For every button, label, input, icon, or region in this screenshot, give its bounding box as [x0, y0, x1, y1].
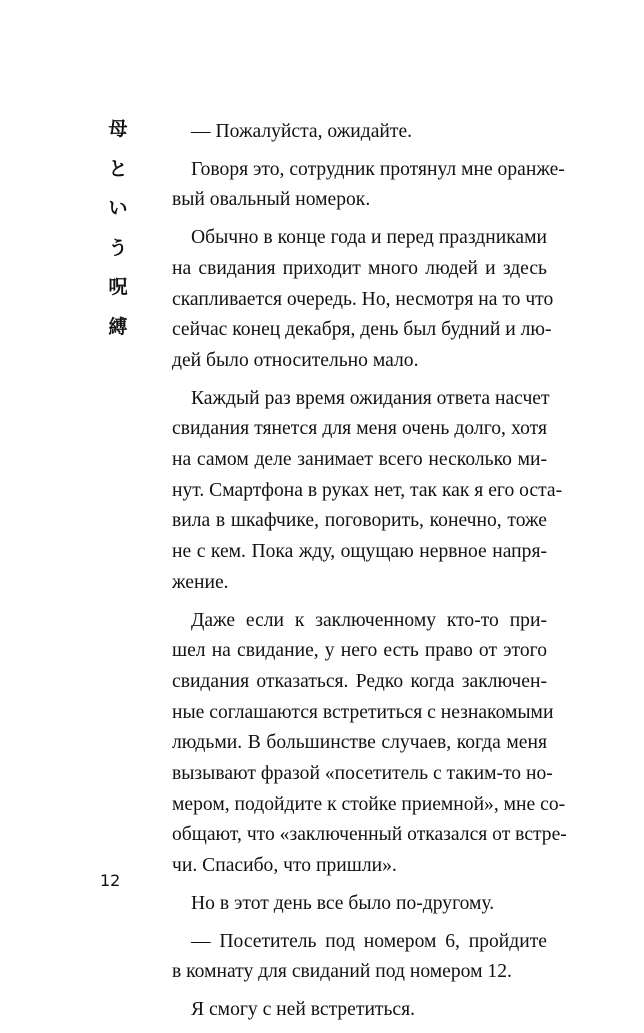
- text-line: — Пожалуйста, ожидайте.: [191, 121, 413, 142]
- paragraph: [172, 384, 563, 599]
- running-head-char: 縛: [108, 315, 128, 338]
- text-line: ные соглашаются встретиться с незнакомыми: [172, 701, 554, 723]
- text-line: дей было относительно мало.: [172, 349, 419, 371]
- text-line: мером, подойдите к стойке приемной», мне со-: [172, 793, 566, 815]
- text-line: — Посетитель под номером 6, пройдите: [191, 930, 547, 952]
- text-line: на свидания приходит много людей и здесь: [172, 257, 547, 279]
- text-line: на самом деле занимает всего несколько ми-: [172, 449, 547, 471]
- text-line: не с кем. Пока жду, ощущаю нервное напря-: [172, 541, 547, 563]
- text-line: вый овальный номерок.: [172, 189, 371, 211]
- text-line: Говоря это, сотрудник протянул мне оранже-: [191, 158, 565, 180]
- text-line: вила в шкафчике, поговорить, конечно, тоже: [172, 510, 547, 532]
- running-head-char: う: [108, 236, 128, 259]
- text-line: жение.: [172, 571, 229, 593]
- text-line: нут. Смартфона в руках нет, так как я его оста-: [172, 479, 563, 501]
- text-line: Обычно в конце года и перед праздниками: [191, 227, 547, 249]
- text-line: чи. Спасибо, что пришли».: [172, 855, 397, 877]
- running-head-vertical-title: [100, 120, 136, 357]
- paragraph: [172, 927, 547, 988]
- paragraph: [172, 117, 547, 148]
- text-line: шел на свидание, у него есть право от этого: [172, 640, 547, 662]
- page-number: 12: [100, 871, 121, 890]
- paragraph: [172, 155, 565, 216]
- text-line: Даже если к заключенному кто-то при-: [191, 609, 547, 631]
- running-head-char: 呪: [108, 276, 128, 298]
- running-head-char: い: [108, 197, 128, 219]
- text-line: сейчас конец декабря, день был будний и лю-: [172, 319, 552, 341]
- text-line: в комнату для свиданий под номером 12.: [172, 961, 512, 983]
- text-line: Но в этот день все было по-другому.: [191, 892, 495, 914]
- running-head-char: と: [108, 157, 128, 180]
- text-line: свидания тянется для меня очень долго, хотя: [172, 418, 547, 440]
- text-line: вызывают фразой «посетитель с таким-то но-: [172, 763, 553, 785]
- text-line: Каждый раз время ожидания ответа насчет: [191, 387, 550, 409]
- text-line: Я смогу с ней встретиться.: [191, 998, 416, 1020]
- text-line: людьми. В большинстве случаев, когда меня: [172, 732, 547, 754]
- text-line: общают, что «заключенный отказался от встре-: [172, 824, 567, 846]
- running-head-char: 母: [108, 118, 128, 140]
- paragraph: [172, 223, 554, 377]
- body-text: [172, 117, 567, 1033]
- text-line: скапливается очередь. Но, несмотря на то что: [172, 288, 554, 310]
- text-line: свидания отказаться. Редко когда заключен-: [172, 670, 547, 692]
- paragraph: [172, 606, 567, 882]
- paragraph: [172, 889, 547, 920]
